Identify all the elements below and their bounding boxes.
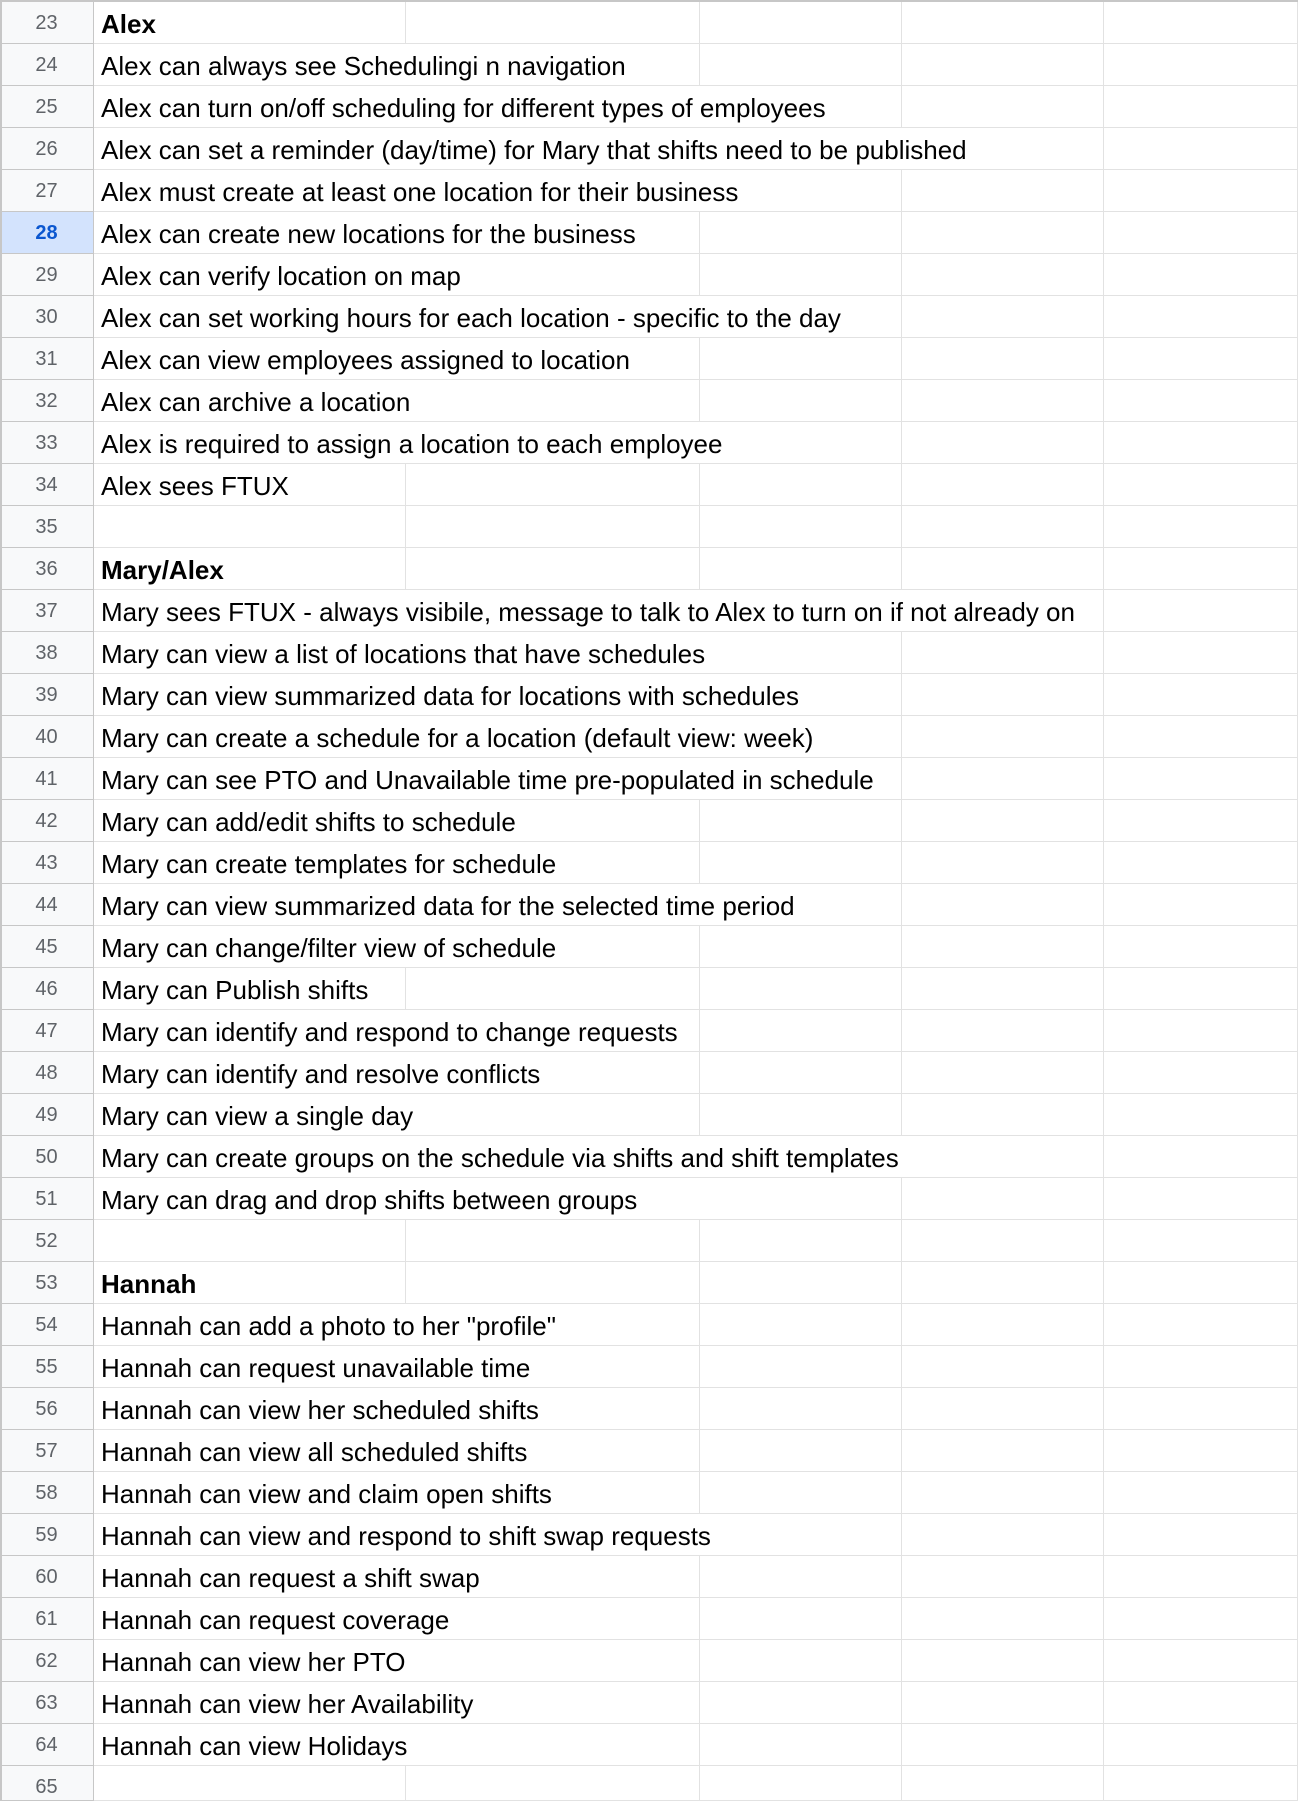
cell-col-e[interactable] [1104, 506, 1298, 548]
table-row [0, 1724, 1298, 1766]
table-row [0, 1472, 1298, 1514]
row-header[interactable]: 25 [0, 86, 94, 128]
table-row [0, 296, 1298, 338]
cell-text: Mary can Publish shifts [101, 975, 369, 1005]
table-row [0, 170, 1298, 212]
table-row [0, 338, 1298, 380]
cell-col-a[interactable] [94, 1388, 700, 1430]
row-header[interactable]: 31 [0, 338, 94, 380]
cell-col-d[interactable] [902, 842, 1104, 884]
cell-col-a[interactable] [94, 170, 902, 212]
cell-col-a[interactable] [94, 1430, 700, 1472]
cell-text: Hannah can add a photo to her "profile" [101, 1311, 556, 1341]
cell-col-a[interactable] [94, 1094, 700, 1136]
cell-col-a[interactable] [94, 1136, 1104, 1178]
cell-col-d[interactable] [902, 1388, 1104, 1430]
cell-col-d[interactable] [902, 1472, 1104, 1514]
cell-col-e[interactable] [1104, 884, 1298, 926]
cell-col-e[interactable] [1104, 1766, 1298, 1801]
table-row [0, 842, 1298, 884]
cell-col-d[interactable] [902, 926, 1104, 968]
cell-col-e[interactable] [1104, 1346, 1298, 1388]
cell-col-d[interactable] [902, 380, 1104, 422]
cell-col-e[interactable] [1104, 464, 1298, 506]
cell-text: Hannah can view her scheduled shifts [101, 1395, 539, 1425]
cell-col-d[interactable] [902, 1724, 1104, 1766]
table-row [0, 884, 1298, 926]
cell-col-c[interactable] [700, 842, 902, 884]
cell-col-e[interactable] [1104, 1178, 1298, 1220]
cell-col-a[interactable] [94, 506, 406, 548]
cell-col-d[interactable] [902, 2, 1104, 44]
cell-col-a[interactable] [94, 128, 1104, 170]
row-header[interactable]: 52 [0, 1220, 94, 1262]
cell-col-e[interactable] [1104, 170, 1298, 212]
cell-col-a[interactable] [94, 1472, 700, 1514]
cell-col-d[interactable] [902, 254, 1104, 296]
row-header[interactable]: 65 [0, 1766, 94, 1801]
cell-col-d[interactable] [902, 296, 1104, 338]
cell-col-c[interactable] [700, 1388, 902, 1430]
row-header[interactable]: 39 [0, 674, 94, 716]
cell-col-c[interactable] [700, 1010, 902, 1052]
cell-col-a[interactable] [94, 716, 902, 758]
cell-col-d[interactable] [902, 1052, 1104, 1094]
row-header[interactable]: 38 [0, 632, 94, 674]
cell-col-a[interactable] [94, 1682, 700, 1724]
cell-text: Mary can create groups on the schedule via shifts and shift templates [101, 1143, 899, 1173]
cell-text: Mary can see PTO and Unavailable time pre-populated in schedule [101, 765, 874, 795]
cell-col-c[interactable] [700, 338, 902, 380]
table-row [0, 1052, 1298, 1094]
table-row [0, 674, 1298, 716]
row-header[interactable]: 43 [0, 842, 94, 884]
cell-text: Alex can archive a location [101, 387, 411, 417]
table-row [0, 590, 1298, 632]
cell-col-e[interactable] [1104, 338, 1298, 380]
cell-col-a[interactable] [94, 1766, 406, 1801]
cell-col-e[interactable] [1104, 422, 1298, 464]
table-row [0, 1304, 1298, 1346]
cell-col-a[interactable] [94, 1304, 700, 1346]
cell-col-c[interactable] [700, 1346, 902, 1388]
cell-col-e[interactable] [1104, 254, 1298, 296]
cell-text: Alex can turn on/off scheduling for different types of employees [101, 93, 826, 123]
cell-col-c[interactable] [700, 2, 902, 44]
row-header[interactable]: 49 [0, 1094, 94, 1136]
cell-col-e[interactable] [1104, 1388, 1298, 1430]
cell-col-e[interactable] [1104, 1010, 1298, 1052]
cell-col-d[interactable] [902, 1220, 1104, 1262]
cell-text: Hannah can view her Availability [101, 1689, 474, 1719]
cell-col-e[interactable] [1104, 44, 1298, 86]
cell-col-a[interactable] [94, 884, 902, 926]
table-row [0, 422, 1298, 464]
cell-col-d[interactable] [902, 1304, 1104, 1346]
cell-col-c[interactable] [700, 1094, 902, 1136]
row-header[interactable]: 61 [0, 1598, 94, 1640]
cell-text: Mary/Alex [101, 555, 224, 585]
cell-col-d[interactable] [902, 86, 1104, 128]
cell-col-d[interactable] [902, 170, 1104, 212]
cell-col-e[interactable] [1104, 1514, 1298, 1556]
cell-col-d[interactable] [902, 44, 1104, 86]
cell-col-c[interactable] [700, 212, 902, 254]
cell-text: Mary can identify and respond to change requests [101, 1017, 678, 1047]
cell-col-d[interactable] [902, 1640, 1104, 1682]
cell-col-e[interactable] [1104, 1430, 1298, 1472]
table-row [0, 1766, 1298, 1801]
cell-text: Alex can view employees assigned to location [101, 345, 630, 375]
cell-col-b[interactable] [406, 1766, 700, 1801]
cell-col-d[interactable] [902, 1556, 1104, 1598]
row-header[interactable]: 37 [0, 590, 94, 632]
cell-text: Hannah can request unavailable time [101, 1353, 531, 1383]
cell-col-d[interactable] [902, 800, 1104, 842]
table-row [0, 1136, 1298, 1178]
table-row [0, 128, 1298, 170]
cell-col-a[interactable] [94, 1052, 700, 1094]
cell-col-e[interactable] [1104, 2, 1298, 44]
cell-text: Mary can create templates for schedule [101, 849, 557, 879]
cell-col-e[interactable] [1104, 674, 1298, 716]
cell-col-a[interactable] [94, 590, 1104, 632]
cell-text: Hannah can request a shift swap [101, 1563, 480, 1593]
row-header[interactable]: 59 [0, 1514, 94, 1556]
cell-col-e[interactable] [1104, 86, 1298, 128]
cell-col-d[interactable] [902, 506, 1104, 548]
cell-col-a[interactable] [94, 464, 406, 506]
cell-col-e[interactable] [1104, 548, 1298, 590]
cell-col-c[interactable] [700, 1262, 902, 1304]
row-header[interactable]: 26 [0, 128, 94, 170]
cell-text: Mary can view summarized data for locations with schedules [101, 681, 799, 711]
cell-col-d[interactable] [902, 548, 1104, 590]
cell-col-e[interactable] [1104, 296, 1298, 338]
cell-col-c[interactable] [700, 1304, 902, 1346]
cell-col-e[interactable] [1104, 1094, 1298, 1136]
cell-col-e[interactable] [1104, 590, 1298, 632]
cell-col-c[interactable] [700, 1682, 902, 1724]
cell-col-e[interactable] [1104, 1220, 1298, 1262]
cell-col-a[interactable] [94, 380, 700, 422]
cell-text: Alex is required to assign a location to each employee [101, 429, 723, 459]
cell-text: Hannah can request coverage [101, 1605, 450, 1635]
cell-col-c[interactable] [700, 1472, 902, 1514]
cell-text: Hannah [101, 1269, 197, 1299]
cell-col-c[interactable] [700, 380, 902, 422]
cell-col-a[interactable] [94, 548, 406, 590]
cell-col-a[interactable] [94, 1640, 700, 1682]
table-row [0, 212, 1298, 254]
cell-col-b[interactable] [406, 2, 700, 44]
row-header[interactable]: 55 [0, 1346, 94, 1388]
cell-col-e[interactable] [1104, 128, 1298, 170]
row-header[interactable]: 29 [0, 254, 94, 296]
cell-col-d[interactable] [902, 1682, 1104, 1724]
cell-col-e[interactable] [1104, 1724, 1298, 1766]
cell-col-a[interactable] [94, 2, 406, 44]
row-header[interactable]: 42 [0, 800, 94, 842]
table-row [0, 632, 1298, 674]
cell-col-a[interactable] [94, 800, 700, 842]
cell-col-d[interactable] [902, 758, 1104, 800]
cell-text: Alex can create new locations for the business [101, 219, 636, 249]
cell-col-a[interactable] [94, 44, 700, 86]
cell-col-d[interactable] [902, 1178, 1104, 1220]
row-header[interactable]: 34 [0, 464, 94, 506]
table-row [0, 86, 1298, 128]
row-header[interactable]: 46 [0, 968, 94, 1010]
cell-col-a[interactable] [94, 1514, 902, 1556]
cell-col-e[interactable] [1104, 1682, 1298, 1724]
cell-col-a[interactable] [94, 1220, 406, 1262]
cell-col-d[interactable] [902, 1262, 1104, 1304]
table-row [0, 1682, 1298, 1724]
cell-col-a[interactable] [94, 1262, 406, 1304]
cell-col-d[interactable] [902, 968, 1104, 1010]
table-row [0, 926, 1298, 968]
table-row [0, 464, 1298, 506]
table-row [0, 800, 1298, 842]
cell-col-a[interactable] [94, 674, 902, 716]
cell-col-a[interactable] [94, 1598, 700, 1640]
cell-col-d[interactable] [902, 1010, 1104, 1052]
cell-col-b[interactable] [406, 968, 700, 1010]
cell-col-a[interactable] [94, 254, 700, 296]
row-header[interactable]: 33 [0, 422, 94, 464]
cell-text: Alex must create at least one location for their business [101, 177, 739, 207]
cell-col-a[interactable] [94, 212, 700, 254]
row-header[interactable]: 57 [0, 1430, 94, 1472]
table-row [0, 1262, 1298, 1304]
cell-text: Mary can view summarized data for the selected time period [101, 891, 795, 921]
cell-text: Mary can create a schedule for a location (default view: week) [101, 723, 814, 753]
cell-text: Alex can set a reminder (day/time) for Mary that shifts need to be published [101, 135, 967, 165]
cell-col-d[interactable] [902, 674, 1104, 716]
cell-col-c[interactable] [700, 1598, 902, 1640]
cell-col-d[interactable] [902, 1094, 1104, 1136]
cell-text: Alex can always see Schedulingi n navigation [101, 51, 626, 81]
cell-col-a[interactable] [94, 422, 902, 464]
row-header[interactable]: 24 [0, 44, 94, 86]
table-row [0, 44, 1298, 86]
cell-col-c[interactable] [700, 1640, 902, 1682]
cell-col-c[interactable] [700, 1430, 902, 1472]
cell-text: Mary can view a single day [101, 1101, 414, 1131]
table-row [0, 758, 1298, 800]
cell-col-c[interactable] [700, 1052, 902, 1094]
cell-text: Alex sees FTUX [101, 471, 289, 501]
cell-col-d[interactable] [902, 212, 1104, 254]
row-header[interactable]: 30 [0, 296, 94, 338]
table-row [0, 968, 1298, 1010]
cell-col-e[interactable] [1104, 1262, 1298, 1304]
cell-col-b[interactable] [406, 464, 700, 506]
cell-col-e[interactable] [1104, 1136, 1298, 1178]
table-row [0, 254, 1298, 296]
table-row [0, 1640, 1298, 1682]
cell-col-e[interactable] [1104, 968, 1298, 1010]
cell-text: Hannah can view all scheduled shifts [101, 1437, 528, 1467]
table-row [0, 1514, 1298, 1556]
row-header[interactable]: 54 [0, 1304, 94, 1346]
row-header[interactable]: 48 [0, 1052, 94, 1094]
cell-col-b[interactable] [406, 548, 700, 590]
table-row [0, 1556, 1298, 1598]
cell-text: Alex [101, 9, 156, 39]
table-row [0, 1220, 1298, 1262]
row-header[interactable]: 53 [0, 1262, 94, 1304]
cell-text: Hannah can view and respond to shift swap requests [101, 1521, 711, 1551]
row-header[interactable]: 51 [0, 1178, 94, 1220]
cell-col-e[interactable] [1104, 716, 1298, 758]
row-header[interactable]: 45 [0, 926, 94, 968]
cell-text: Mary can identify and resolve conflicts [101, 1059, 541, 1089]
table-row [0, 1178, 1298, 1220]
cell-col-a[interactable] [94, 968, 406, 1010]
row-header[interactable]: 47 [0, 1010, 94, 1052]
table-row [0, 506, 1298, 548]
row-header[interactable]: 41 [0, 758, 94, 800]
cell-text: Hannah can view Holidays [101, 1731, 408, 1761]
table-row [0, 1430, 1298, 1472]
row-header[interactable]: 32 [0, 380, 94, 422]
cell-col-a[interactable] [94, 338, 700, 380]
table-row [0, 1388, 1298, 1430]
cell-col-c[interactable] [700, 464, 902, 506]
cell-col-c[interactable] [700, 800, 902, 842]
cell-col-d[interactable] [902, 884, 1104, 926]
cell-col-a[interactable] [94, 632, 902, 674]
cell-col-c[interactable] [700, 1724, 902, 1766]
cell-col-c[interactable] [700, 44, 902, 86]
cell-col-c[interactable] [700, 968, 902, 1010]
cell-col-a[interactable] [94, 1178, 902, 1220]
cell-col-a[interactable] [94, 1724, 700, 1766]
row-header[interactable]: 62 [0, 1640, 94, 1682]
cell-col-e[interactable] [1104, 800, 1298, 842]
cell-text: Alex can verify location on map [101, 261, 461, 291]
row-header[interactable]: 36 [0, 548, 94, 590]
cell-text: Alex can set working hours for each location - specific to the day [101, 303, 841, 333]
row-header[interactable]: 27 [0, 170, 94, 212]
cell-col-b[interactable] [406, 1262, 700, 1304]
table-row [0, 380, 1298, 422]
row-header[interactable]: 63 [0, 1682, 94, 1724]
cell-col-e[interactable] [1104, 1472, 1298, 1514]
row-header[interactable]: 50 [0, 1136, 94, 1178]
row-header[interactable]: 44 [0, 884, 94, 926]
cell-col-e[interactable] [1104, 380, 1298, 422]
cell-col-c[interactable] [700, 1766, 902, 1801]
cell-text: Mary can add/edit shifts to schedule [101, 807, 516, 837]
cell-col-d[interactable] [902, 1766, 1104, 1801]
cell-col-e[interactable] [1104, 1304, 1298, 1346]
row-header[interactable]: 28 [0, 212, 94, 254]
cell-col-d[interactable] [902, 1346, 1104, 1388]
cell-col-c[interactable] [700, 926, 902, 968]
cell-col-a[interactable] [94, 926, 700, 968]
cell-text: Mary can change/filter view of schedule [101, 933, 557, 963]
cell-col-c[interactable] [700, 548, 902, 590]
cell-col-e[interactable] [1104, 1556, 1298, 1598]
cell-col-e[interactable] [1104, 1640, 1298, 1682]
cell-col-c[interactable] [700, 1220, 902, 1262]
cell-text: Mary can view a list of locations that have schedules [101, 639, 706, 669]
cell-col-e[interactable] [1104, 926, 1298, 968]
row-header[interactable]: 58 [0, 1472, 94, 1514]
cell-col-e[interactable] [1104, 758, 1298, 800]
table-row [0, 1346, 1298, 1388]
cell-col-e[interactable] [1104, 212, 1298, 254]
cell-col-a[interactable] [94, 296, 902, 338]
cell-col-d[interactable] [902, 632, 1104, 674]
row-header[interactable]: 60 [0, 1556, 94, 1598]
row-header[interactable]: 64 [0, 1724, 94, 1766]
table-row [0, 1094, 1298, 1136]
cell-col-e[interactable] [1104, 1052, 1298, 1094]
table-row [0, 548, 1298, 590]
cell-col-a[interactable] [94, 1556, 700, 1598]
cell-col-b[interactable] [406, 1220, 700, 1262]
cell-col-a[interactable] [94, 86, 902, 128]
grid-top-border [0, 0, 1298, 2]
cell-col-a[interactable] [94, 842, 700, 884]
cell-col-d[interactable] [902, 422, 1104, 464]
cell-col-a[interactable] [94, 758, 902, 800]
cell-col-d[interactable] [902, 716, 1104, 758]
cell-col-c[interactable] [700, 506, 902, 548]
cell-col-d[interactable] [902, 1430, 1104, 1472]
row-header[interactable]: 35 [0, 506, 94, 548]
cell-col-a[interactable] [94, 1346, 700, 1388]
row-header[interactable]: 40 [0, 716, 94, 758]
cell-col-c[interactable] [700, 1556, 902, 1598]
cell-text: Mary sees FTUX - always visibile, message to talk to Alex to turn on if not already on [101, 597, 1075, 627]
cell-col-a[interactable] [94, 1010, 700, 1052]
table-row [0, 1598, 1298, 1640]
row-header[interactable]: 23 [0, 2, 94, 44]
table-row [0, 1010, 1298, 1052]
cell-col-e[interactable] [1104, 1598, 1298, 1640]
cell-col-d[interactable] [902, 1598, 1104, 1640]
cell-col-d[interactable] [902, 464, 1104, 506]
cell-text: Hannah can view her PTO [101, 1647, 406, 1677]
cell-col-b[interactable] [406, 506, 700, 548]
cell-col-c[interactable] [700, 254, 902, 296]
cell-col-e[interactable] [1104, 842, 1298, 884]
table-row [0, 2, 1298, 44]
cell-col-d[interactable] [902, 1514, 1104, 1556]
cell-col-e[interactable] [1104, 632, 1298, 674]
table-row [0, 716, 1298, 758]
row-header[interactable]: 56 [0, 1388, 94, 1430]
cell-col-d[interactable] [902, 338, 1104, 380]
cell-text: Hannah can view and claim open shifts [101, 1479, 552, 1509]
cell-text: Mary can drag and drop shifts between groups [101, 1185, 638, 1215]
grid-left-border [0, 0, 2, 1801]
